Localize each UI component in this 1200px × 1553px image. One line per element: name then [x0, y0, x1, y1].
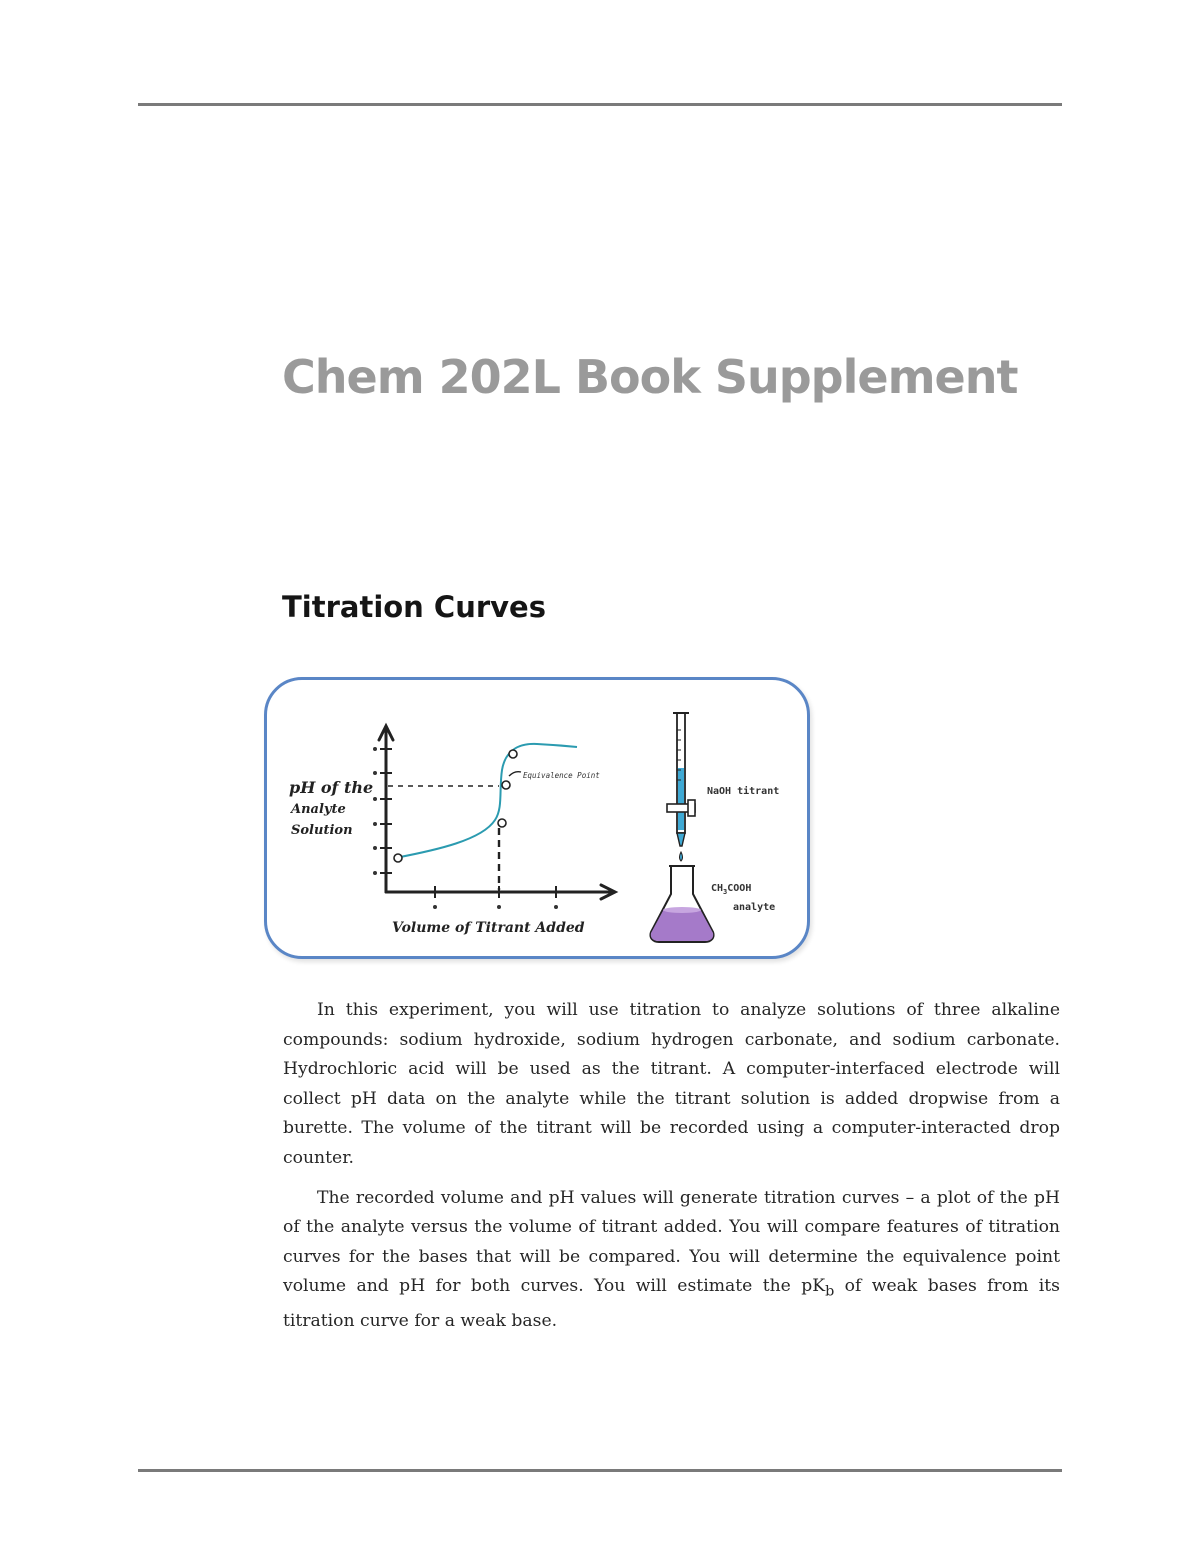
plot-axes — [379, 726, 615, 899]
pkb-subscript: b — [825, 1283, 835, 1300]
burette-label: NaOH titrant — [707, 786, 780, 797]
y-tick-marks-dots — [373, 747, 377, 875]
titration-illustration — [267, 680, 813, 962]
burette — [667, 713, 695, 861]
erlenmeyer-flask — [650, 866, 713, 942]
header-rule — [138, 103, 1062, 106]
book-title: Chem 202L Book Supplement — [282, 350, 1018, 404]
paragraph-2-text: The recorded volume and pH values will generate titration curves – a plot of the pH of the analyte versus the volume of titrant added. You will compare features of titration curves for the bases that will be compared. You will determine the equivalence point volume and pH for both curves. You will estimate the pK — [283, 1187, 1060, 1297]
flask-label: $CH_3COOH$ analyte — [711, 883, 776, 913]
footer-rule — [138, 1469, 1062, 1472]
body-text — [283, 996, 1060, 1347]
paragraph-1: In this experiment, you will use titration to analyze solutions of three alkaline compounds: sodium hydroxide, sodium hydrogen carbonate, and sodium carbonate. Hydrochloric acid will be used as the titrant. A computer-interfaced electrode will collect pH data on the analyte while the titrant solution is added dropwise from a burette. The volume of the titrant will be recorded using a computer-interacted drop counter. — [283, 1000, 1060, 1168]
paragraph-2 — [283, 1184, 1060, 1337]
titration-curve — [395, 744, 577, 858]
y-axis-label: pH of the Analyte Solution — [289, 778, 374, 838]
x-tick-marks-dots — [433, 905, 558, 909]
paragraph-2-text-end: of weak bases from its titration curve for a weak base. — [283, 1276, 1060, 1332]
equivalence-point-label: Equivalence Point — [523, 771, 600, 780]
equivalence-pointer — [509, 772, 521, 776]
x-axis-label: Volume of Titrant Added — [392, 920, 585, 936]
section-title: Titration Curves — [282, 590, 546, 624]
titration-figure — [264, 677, 810, 959]
